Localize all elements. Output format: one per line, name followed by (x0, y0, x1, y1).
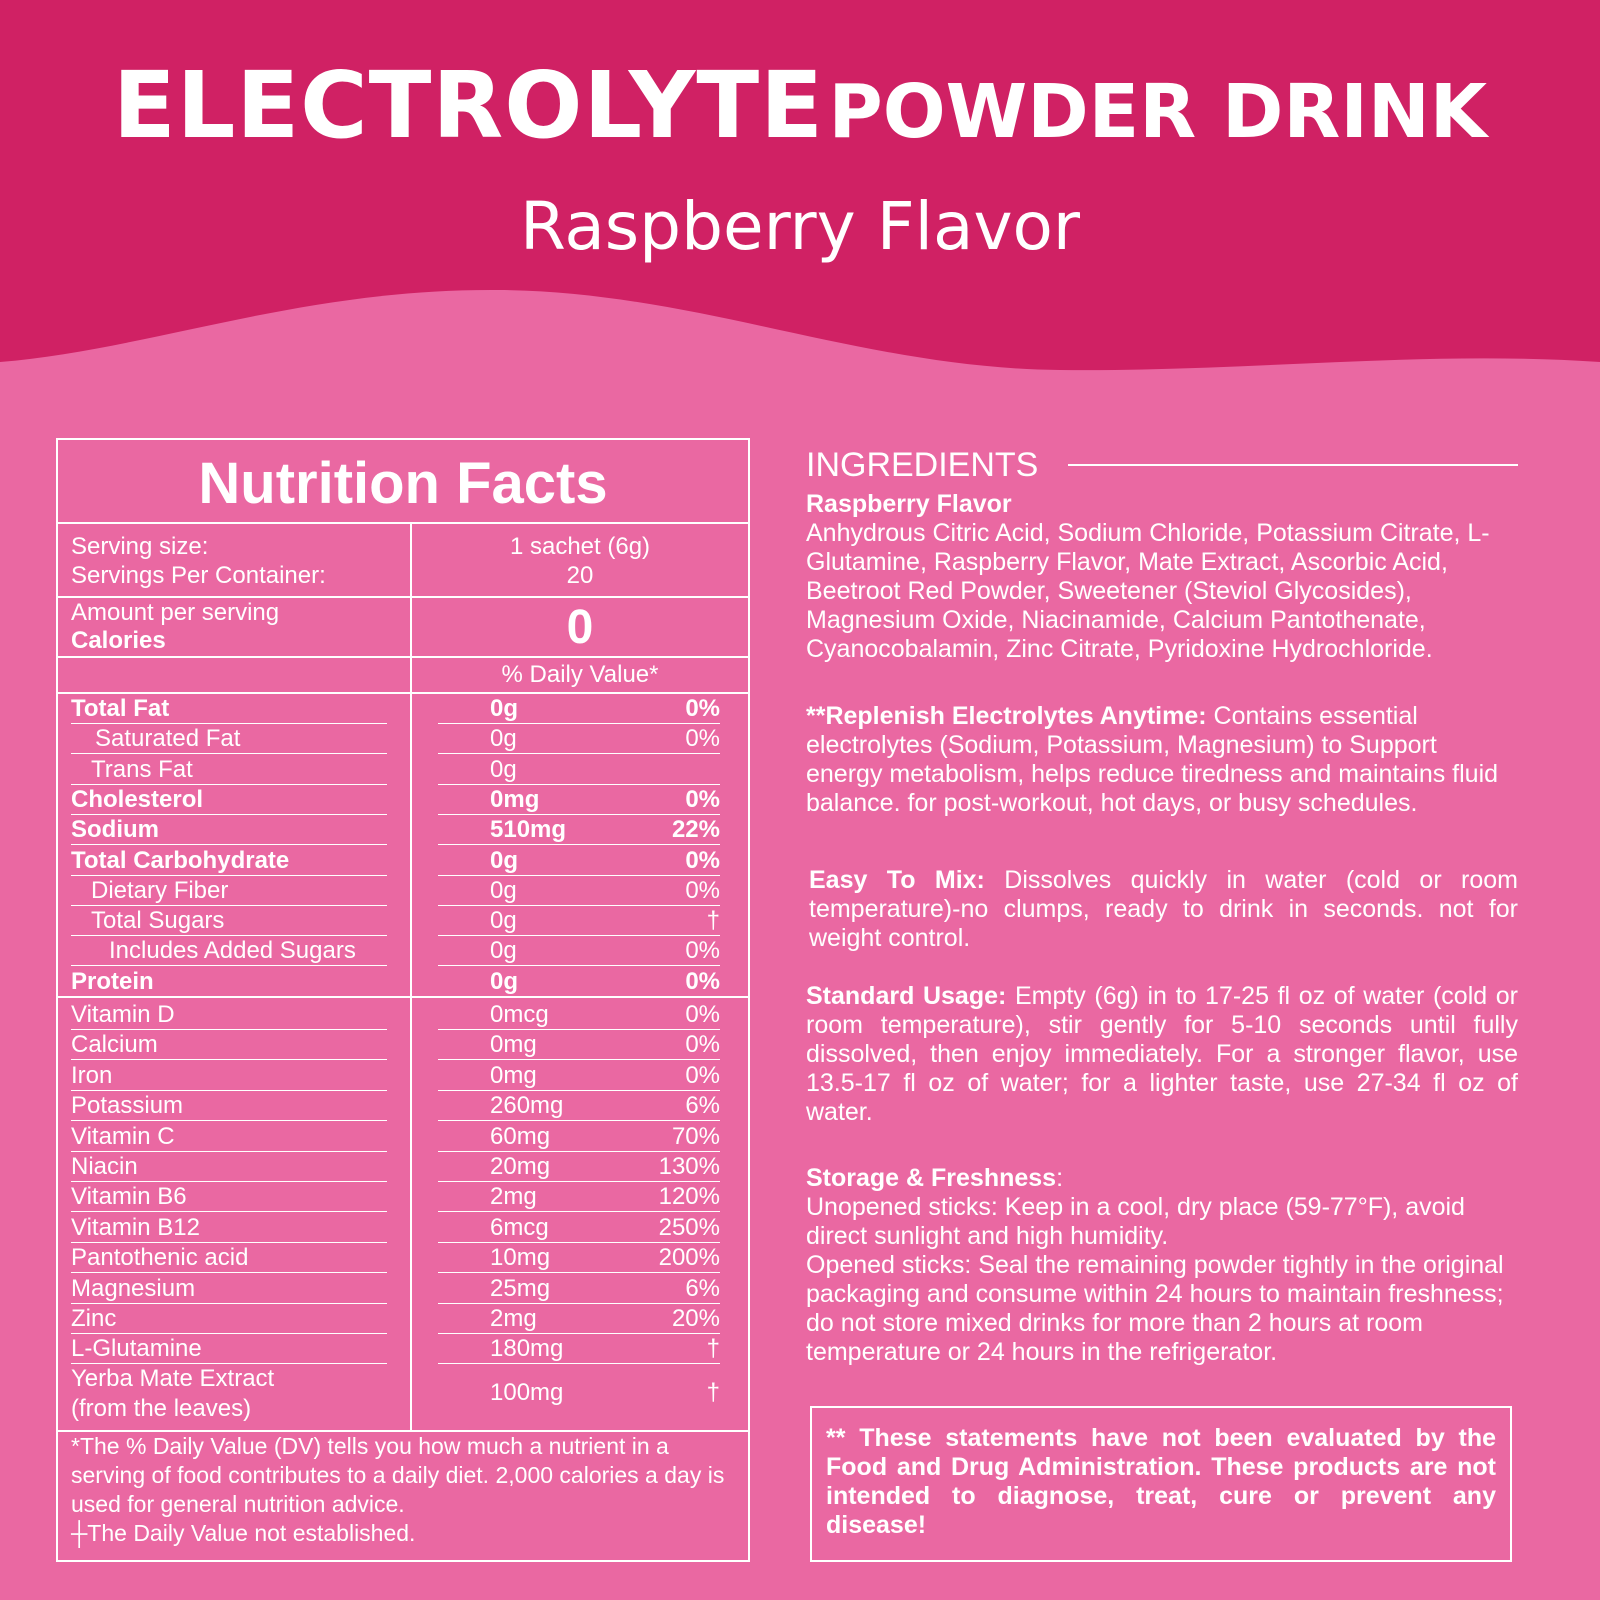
ingredients-flavor: Raspberry Flavor (806, 490, 1012, 518)
daily-value-footnote (71, 1432, 741, 1548)
replenish-title: **Replenish Electrolytes Anytime: (806, 702, 1207, 730)
ingredients-list: Anhydrous Citric Acid, Sodium Chloride, Potassium Citrate, L-Glutamine, Raspberry Flavor, Mate Extract, Ascorbic Acid, Beetroot Red Powder, Sweetener (Steviol Glycosides), Magnesium Oxide, Niacinamide, Calcium Pantothenate, Cyanocobalamin, Zinc Citrate, Pyridoxine Hydrochloride. (806, 519, 1490, 663)
nutrient-row (58, 724, 748, 754)
nutrient-name: Dietary Fiber (91, 876, 229, 904)
nutrient-row (58, 846, 748, 876)
row-rule (438, 1363, 720, 1364)
nutrient-daily-value: † (706, 907, 720, 935)
nutrient-daily-value: 0% (685, 785, 720, 813)
easy-to-mix-section (809, 866, 1518, 953)
nutrient-row (58, 1243, 748, 1273)
footnote-not-established: ┼The Daily Value not established. (71, 1520, 416, 1546)
nutrient-name: Total Fat (71, 695, 170, 722)
ingredients-block (806, 490, 1518, 664)
replenish-text: Contains essential electrolytes (Sodium, Potassium, Magnesium) to Support energy metabolism, helps reduce tiredness and maintains fluid balance. for post-workout, hot days, or busy schedules. (806, 702, 1499, 817)
nutrient-amount: 510mg (490, 816, 567, 844)
nutrient-amount: 6mcg (490, 1213, 549, 1241)
divider (58, 522, 748, 524)
nutrient-row (58, 694, 748, 724)
standard-usage-section (806, 982, 1518, 1127)
nutrient-name: Potassium (71, 1092, 184, 1120)
nutrient-name: Pantothenic acid (71, 1244, 249, 1272)
nutrient-row (58, 1274, 748, 1304)
servings-label: Servings Per Container: (71, 562, 326, 589)
nutrient-amount: 2mg (490, 1183, 537, 1211)
nutrient-row (58, 755, 748, 785)
header-band (0, 0, 1600, 400)
divider (58, 996, 748, 998)
nutrient-amount: 0g (490, 846, 519, 874)
nutrient-daily-value: 70% (671, 1122, 720, 1150)
nutrient-name: Total Carbohydrate (71, 846, 290, 874)
nutrient-amount: 0mcg (490, 1001, 549, 1028)
nutrient-name: Protein (71, 967, 154, 995)
nutrient-amount: 10mg (490, 1244, 551, 1272)
nutrient-daily-value: 0% (685, 1061, 720, 1089)
nutrient-amount: 0g (490, 725, 517, 753)
nutrient-row (58, 1334, 748, 1364)
storage-title: Storage & Freshness (806, 1164, 1057, 1192)
nutrient-row (58, 1091, 748, 1121)
nutrient-row (58, 936, 748, 966)
nutrient-row (58, 785, 748, 815)
nutrient-name: Sodium (71, 816, 159, 844)
nutrient-row (58, 1000, 748, 1030)
nutrient-name: Magnesium (71, 1274, 196, 1302)
nutrient-name: Calcium (71, 1031, 158, 1059)
flavor-subtitle: Raspberry Flavor (519, 188, 1081, 265)
nutrient-amount: 0mg (490, 1061, 537, 1089)
yerba-dv: † (706, 1379, 720, 1406)
nutrient-name: Vitamin D (71, 1001, 175, 1028)
nutrient-daily-value: 120% (658, 1183, 720, 1211)
daily-value-header: % Daily Value* (501, 661, 659, 688)
storage-unopened: Unopened sticks: Keep in a cool, dry place (59-77°F), avoid direct sunlight and high humidity. (806, 1193, 1465, 1250)
nutrient-name: Saturated Fat (95, 725, 241, 753)
nutrient-row (58, 906, 748, 936)
ingredients-rule (1068, 464, 1518, 466)
nutrient-amount: 0mg (490, 785, 540, 813)
nutrient-daily-value: † (706, 1335, 720, 1363)
nutrient-amount: 180mg (490, 1335, 564, 1363)
nutrient-row (58, 1030, 748, 1060)
page-title (0, 52, 1600, 159)
nutrient-name: Vitamin B12 (71, 1213, 200, 1241)
nutrient-daily-value: 0% (685, 967, 720, 995)
nutrient-daily-value: 250% (658, 1213, 720, 1241)
storage-colon: : (1056, 1164, 1064, 1192)
nutrient-name: Vitamin B6 (71, 1183, 187, 1211)
nutrient-daily-value: 0% (685, 695, 720, 722)
nutrient-name: Cholesterol (71, 785, 204, 813)
mix-text: Dissolves quickly in water (cold or room temperature)-no clumps, ready to drink in seconds. not for weight control. (809, 866, 1518, 952)
usage-title: Standard Usage: (806, 982, 1007, 1010)
nutrient-daily-value: 20% (671, 1305, 720, 1332)
mix-title: Easy To Mix: (809, 866, 985, 894)
nutrient-amount: 0g (490, 876, 517, 904)
nutrient-row (58, 1061, 748, 1091)
calories-value: 0 (566, 601, 594, 654)
nutrient-row (58, 1182, 748, 1212)
nutrition-facts-panel (56, 438, 750, 1562)
nutrient-row (58, 1152, 748, 1182)
title-electrolyte: ELECTROLYTE (112, 52, 824, 159)
nutrition-facts-title: Nutrition Facts (198, 451, 608, 516)
nutrient-amount: 0g (490, 907, 517, 935)
nutrient-row (58, 1213, 748, 1243)
nutrient-amount: 0g (490, 937, 517, 965)
servings-value: 20 (566, 562, 594, 589)
replenish-section (806, 702, 1518, 818)
nutrient-name: L-Glutamine (71, 1335, 202, 1363)
nutrient-name: Total Sugars (91, 907, 225, 935)
serving-size-label: Serving size: (71, 533, 209, 560)
nutrient-row (58, 1304, 748, 1334)
nutrient-daily-value: 0% (685, 725, 720, 753)
yerba-name-line1: Yerba Mate Extract (71, 1365, 275, 1392)
nutrient-amount: 0g (490, 967, 519, 995)
nutrient-amount: 0mg (490, 1031, 537, 1059)
nutrient-name: Vitamin C (71, 1122, 175, 1150)
nutrient-amount: 260mg (490, 1092, 564, 1120)
amount-per-serving-label: Amount per serving (71, 599, 280, 626)
nutrient-amount: 25mg (490, 1274, 551, 1302)
divider (58, 656, 748, 658)
usage-text: Empty (6g) in to 17-25 fl oz of water (cold or room temperature), stir gently for 5-10 seconds until fully dissolved, then enjoy immediately. For a stronger flavor, use 13.5-17 fl oz of water; for a lighter taste, use 27-34 fl oz of water. (806, 982, 1518, 1126)
calories-label: Calories (71, 627, 166, 654)
nutrient-amount: 0g (490, 755, 517, 783)
serving-size-value: 1 sachet (6g) (509, 533, 651, 560)
nutrient-daily-value: 0% (685, 1031, 720, 1059)
yerba-amount: 100mg (490, 1379, 564, 1406)
title-powder-drink: POWDER DRINK (828, 69, 1488, 155)
nutrient-row (58, 1122, 748, 1152)
nutrient-daily-value: 0% (685, 846, 720, 874)
nutrient-name: Niacin (71, 1153, 138, 1180)
storage-opened: Opened sticks: Seal the remaining powder tightly in the original packaging and consume within 24 hours to maintain freshness; do not store mixed drinks for more than 2 hours at room temperature or 24 hours in the refrigerator. (806, 1251, 1504, 1366)
footnote-text: *The % Daily Value (DV) tells you how much a nutrient in a serving of food contributes to a daily diet. 2,000 calories a day is used for general nutrition advice. (71, 1433, 725, 1517)
nutrient-name: Iron (71, 1061, 113, 1089)
nutrient-amount: 20mg (490, 1153, 551, 1180)
nutrient-daily-value: 0% (685, 937, 720, 965)
nutrient-daily-value: 200% (658, 1244, 720, 1272)
nutrient-daily-value: 6% (685, 1274, 720, 1302)
nutrient-daily-value: 130% (658, 1153, 720, 1180)
nutrient-row (58, 876, 748, 906)
nutrient-daily-value: 22% (671, 816, 720, 844)
nutrient-name: Trans Fat (91, 755, 193, 783)
fda-disclaimer: ** These statements have not been evaluated by the Food and Drug Administration. These products are not intended to diagnose, treat, cure or prevent any disease! (810, 1406, 1512, 1562)
nutrient-daily-value: 6% (685, 1092, 720, 1120)
ingredients-heading: INGREDIENTS (806, 446, 1039, 484)
nutrient-name: Zinc (71, 1305, 117, 1332)
nutrient-row (58, 967, 748, 997)
storage-section (806, 1164, 1518, 1367)
nutrient-row (58, 815, 748, 845)
nutrient-name: Includes Added Sugars (109, 937, 356, 965)
nutrient-daily-value: 0% (685, 876, 720, 904)
nutrient-amount: 2mg (490, 1305, 537, 1332)
nutrient-amount: 60mg (490, 1122, 551, 1150)
nutrient-daily-value: 0% (685, 1001, 720, 1028)
yerba-name-line2: (from the leaves) (71, 1395, 252, 1422)
nutrient-amount: 0g (490, 695, 519, 722)
